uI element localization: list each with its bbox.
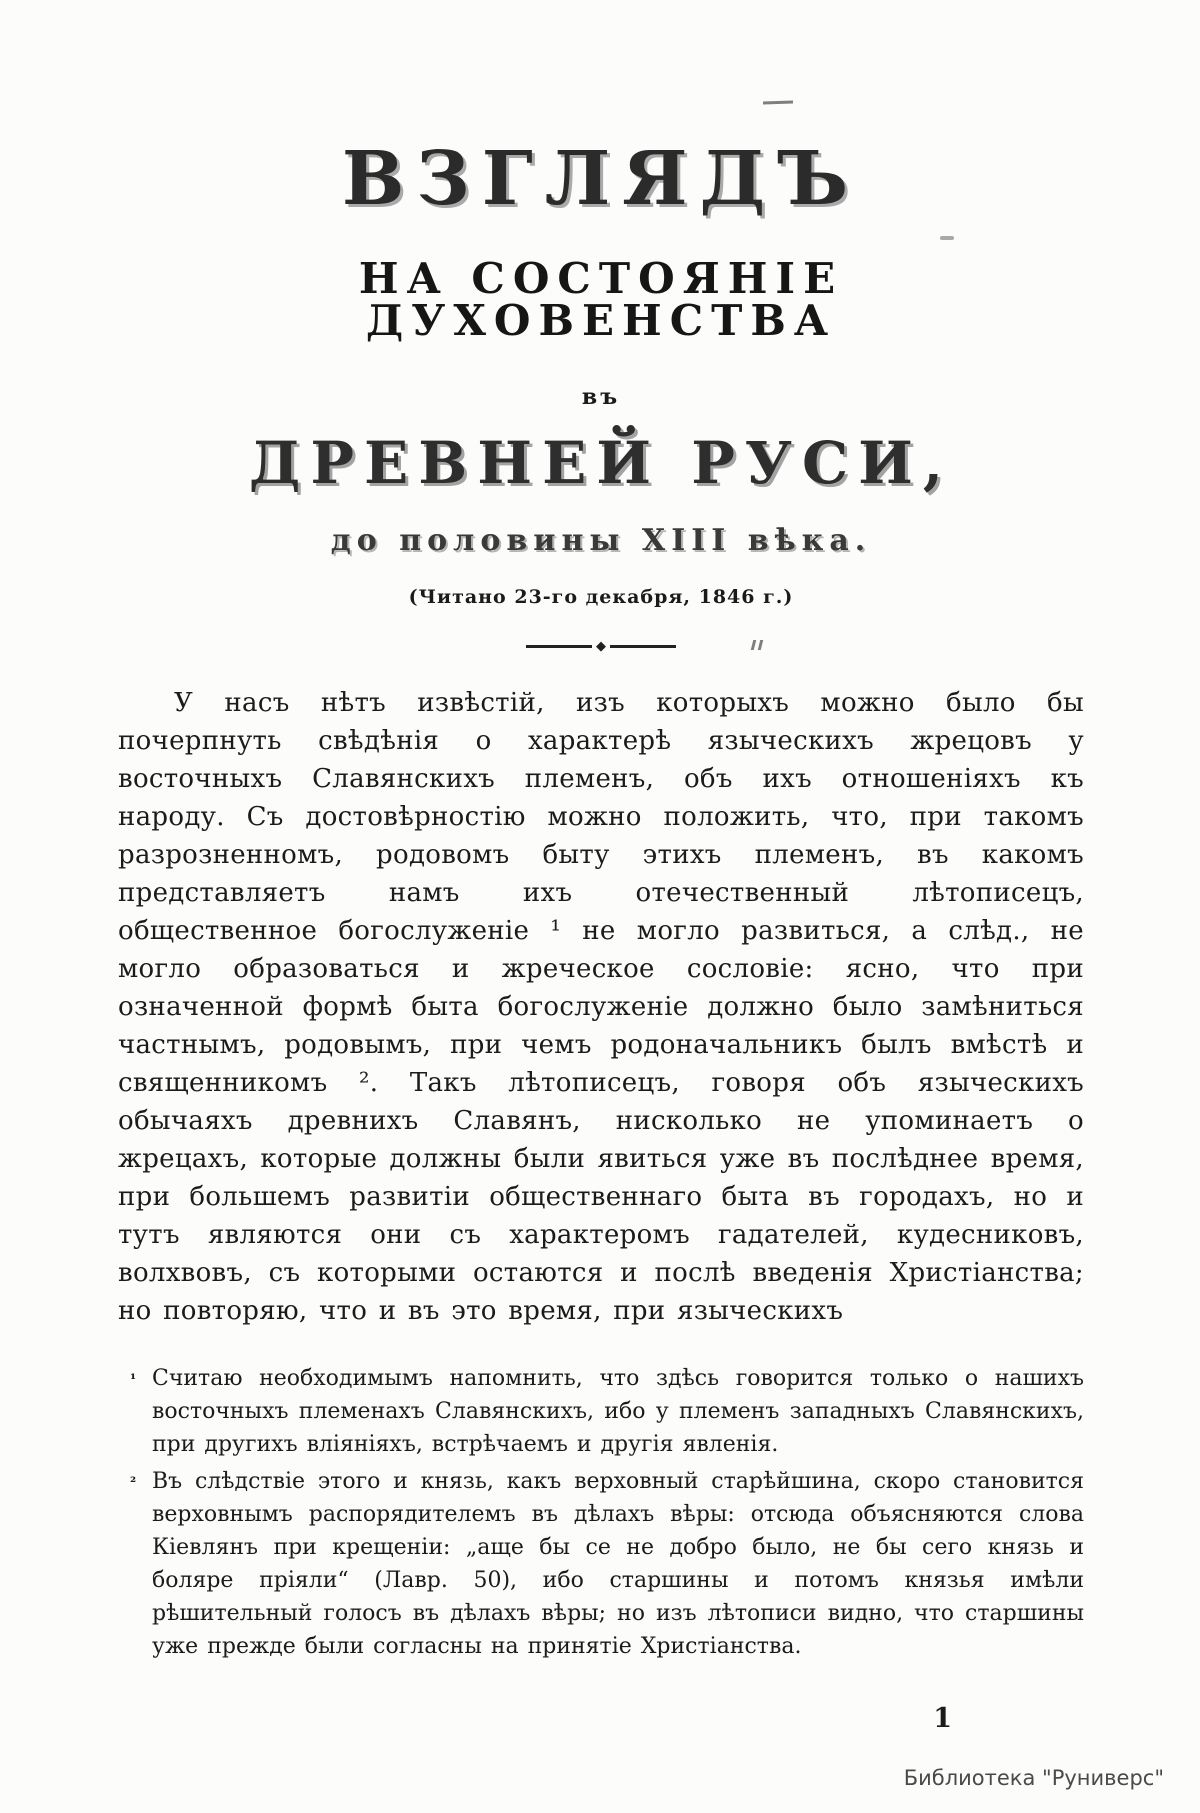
- footnote-1-text: Считаю необходимымъ напомнить, что здѣсь говорится только о нашихъ восточныхъ племенахъ Славянскихъ, ибо у племенъ западныхъ Славянскихъ, при другихъ вліяніяхъ, встрѣчаемъ и другія явленія.: [152, 1366, 1084, 1457]
- title-ornate-line: ДРЕВНЕЙ РУСИ,: [248, 429, 954, 497]
- footnote-2: [118, 1465, 1084, 1663]
- footnote-2-text: Въ слѣдствіе этого и князь, какъ верховный старѣйшина, скоро становится верховнымъ распорядителемъ въ дѣлахъ вѣры: отсюда объясняются слова Кіевлянъ при крещеніи: „аще бы се не добро было, не бы сего князь и боляре пріяли“ (Лавр. 50), ибо старшины и потомъ князья имѣли рѣшительный голосъ въ дѣлахъ вѣры; но изъ лѣтописи видно, что старшины уже прежде были согласны на принятіе Христіанства.: [152, 1469, 1084, 1659]
- reading-date-note: (Читано 23-го декабря, 1846 г.): [408, 586, 794, 608]
- title-period-line: до половины XIII вѣка.: [330, 523, 872, 558]
- page-subtitle: НА СОСТОЯНІЕ ДУХОВЕНСТВА: [358, 254, 844, 345]
- page-number: 1: [933, 1703, 952, 1734]
- scan-artifact: [940, 236, 954, 240]
- section-divider: [526, 639, 676, 654]
- main-text-block: [118, 684, 1084, 1330]
- footnote-1-marker: ¹: [130, 1372, 137, 1388]
- title-preposition: въ: [581, 384, 621, 410]
- body-paragraph: У насъ нѣтъ извѣстій, изъ которыхъ можно было бы почерпнуть свѣдѣнія о характерѣ языческихъ жрецовъ у восточныхъ Славянскихъ племенъ, объ ихъ отношеніяхъ къ народу. Съ достовѣрностію можно положить, что, при такомъ разрозненномъ, родовомъ быту этихъ племенъ, въ какомъ представляетъ намъ ихъ отечественный лѣтописецъ, общественное богослуженіе ¹ не могло развиться, а слѣд., не могло образоваться и жреческое сословіе: ясно, что при означенной формѣ быта богослуженіе должно было замѣниться частнымъ, родовымъ, при чемъ родоначальникъ былъ вмѣстѣ и священникомъ ². Такъ лѣтописецъ, говоря объ языческихъ обычаяхъ древнихъ Славянъ, нисколько не упоминаетъ о жрецахъ, которые должны были явиться уже въ послѣднее время, при большемъ развитіи общественнаго быта въ городахъ, но и тутъ являются они съ характеромъ гадателей, кудесниковъ, волхвовъ, съ которыми остаются и послѣ введенія Христіанства; но повторяю, что и въ это время, при языческихъ: [118, 688, 1084, 1326]
- footnote-2-marker: ²: [130, 1475, 137, 1491]
- divider-ornament-icon: ◆: [592, 638, 610, 655]
- footnote-1: [118, 1362, 1084, 1461]
- page-title: ВЗГЛЯДЪ: [341, 136, 861, 222]
- library-watermark: Библиотека "Руниверс": [903, 1766, 1164, 1790]
- title-block: [118, 0, 1084, 654]
- footnotes-section: [118, 1362, 1084, 1663]
